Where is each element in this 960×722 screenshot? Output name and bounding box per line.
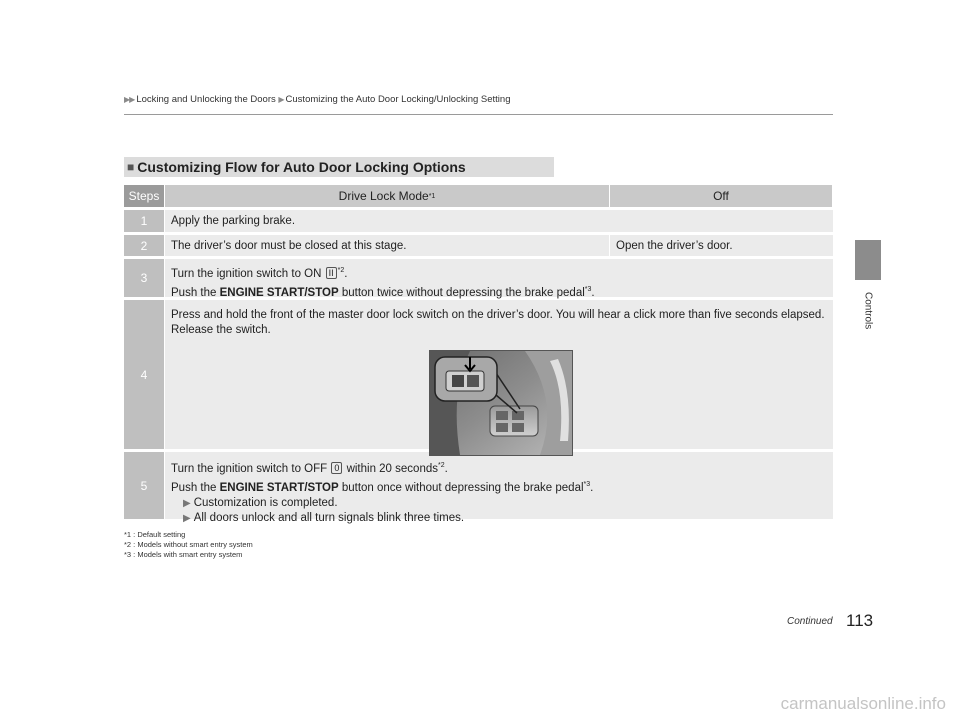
- step-line: [171, 282, 827, 301]
- step-text: [165, 452, 833, 524]
- footnote-ref: *2: [337, 267, 345, 274]
- text-fragment: .: [591, 286, 595, 299]
- step-text: Apply the parking brake.: [165, 210, 833, 232]
- step-number: 3: [124, 259, 164, 297]
- door-switch-photo: [430, 351, 572, 455]
- result-text: All doors unlock and all turn signals blink three times.: [193, 511, 465, 524]
- section-title: Customizing Flow for Auto Door Locking Options: [137, 159, 466, 175]
- steps-table: [124, 185, 833, 522]
- footnote-ref: *1: [428, 192, 436, 200]
- result-arrow-icon: ▶: [183, 497, 191, 509]
- square-bullet-icon: ■: [127, 160, 135, 174]
- text-fragment: button once without depressing the brake pedal: [338, 481, 584, 494]
- step-text-off: Open the driver’s door.: [610, 235, 833, 256]
- off-header: Off: [610, 185, 832, 207]
- step-line: Press and hold the front of the master door lock switch on the driver’s door. You will hear a click more than five seconds elapsed.: [171, 309, 825, 321]
- ignition-key-label: II: [326, 267, 337, 279]
- footnote-ref: *2: [438, 462, 445, 469]
- button-name: ENGINE START/STOP: [219, 286, 339, 299]
- footnote-ref: *3: [583, 480, 591, 488]
- breadcrumb: [124, 94, 511, 105]
- drive-lock-header-text: Drive Lock Mode: [338, 189, 429, 203]
- text-fragment: Turn the ignition switch to OFF: [171, 462, 331, 475]
- text-fragment: Turn the ignition switch to ON: [171, 267, 325, 280]
- section-header: [124, 157, 554, 177]
- door-lock-switch-illustration: [429, 350, 573, 456]
- header-divider: [124, 114, 833, 115]
- page-number: 113: [846, 611, 874, 630]
- step-line: Release the switch.: [171, 324, 271, 336]
- section-tab-label: Controls: [862, 292, 874, 330]
- breadcrumb-item[interactable]: Customizing the Auto Door Locking/Unlocking Setting: [285, 94, 511, 105]
- continued-label: Continued: [787, 616, 833, 627]
- text-fragment: .: [344, 267, 348, 280]
- footnotes: [124, 530, 253, 560]
- result-line: [171, 496, 827, 511]
- footnote: *3 : Models with smart entry system: [124, 550, 243, 559]
- ignition-key-label: 0: [331, 462, 342, 474]
- table-row: [124, 452, 833, 524]
- breadcrumb-arrow-icon: ▶: [278, 95, 284, 104]
- table-row: [124, 259, 833, 297]
- step-text: [165, 259, 833, 297]
- step-text: [165, 300, 833, 449]
- text-fragment: within 20 seconds: [343, 462, 438, 475]
- steps-header: Steps: [124, 185, 164, 207]
- table-row: [124, 235, 833, 256]
- result-arrow-icon: ▶: [183, 512, 191, 524]
- footnote: *1 : Default setting: [124, 530, 186, 539]
- breadcrumb-arrow-icon: ▶▶: [124, 95, 135, 104]
- footnote-ref: *3: [584, 285, 592, 293]
- section-tab: [855, 240, 881, 280]
- text-fragment: Push the: [171, 481, 220, 494]
- text-fragment: .: [590, 481, 594, 494]
- step-line: [171, 477, 827, 496]
- step-number: 5: [124, 452, 164, 519]
- text-fragment: .: [444, 462, 448, 475]
- table-header-row: [124, 185, 833, 207]
- text-fragment: Push the: [171, 286, 220, 299]
- step-line: [171, 263, 827, 282]
- drive-lock-header: [165, 185, 609, 207]
- step-text-drive-lock: The driver’s door must be closed at this stage.: [165, 235, 609, 256]
- step-number: 4: [124, 300, 164, 449]
- step-number: 1: [124, 210, 164, 232]
- table-row: [124, 300, 833, 449]
- step-number: 2: [124, 235, 164, 256]
- watermark: carmanualsonline.info: [780, 694, 946, 713]
- result-text: Customization is completed.: [193, 496, 338, 509]
- table-row: [124, 210, 833, 232]
- breadcrumb-item[interactable]: Locking and Unlocking the Doors: [136, 94, 276, 105]
- footnote: *2 : Models without smart entry system: [124, 540, 253, 549]
- result-line: [171, 511, 827, 526]
- text-fragment: button twice without depressing the brake pedal: [338, 286, 585, 299]
- button-name: ENGINE START/STOP: [219, 481, 339, 494]
- step-line: [171, 458, 827, 477]
